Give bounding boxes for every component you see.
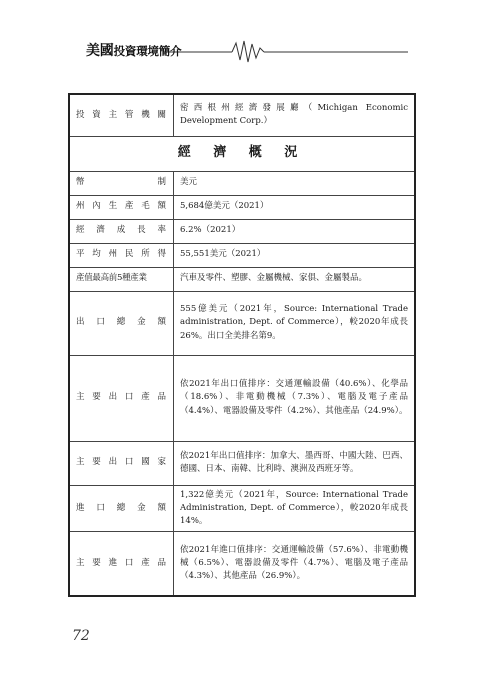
header-title-big: 美國	[86, 43, 114, 59]
header-title-small: 投資環境簡介	[113, 44, 182, 58]
table-row	[69, 355, 415, 441]
running-header	[86, 38, 408, 64]
page-number: 72	[72, 628, 90, 644]
row-value: 密西根州經濟發展廳（Michigan Economic Development Corp.）	[174, 94, 416, 136]
section-header-row	[69, 136, 415, 171]
table-row	[69, 243, 415, 267]
economic-overview-table	[68, 93, 416, 597]
row-value: 依2021年出口值排序：交通運輸設備（40.6%）、化學品（18.6%）、非電動機械（7.3%）、電腦及電子產品（4.4%）、電器設備及零件（4.2%）、其他產品（24.9%）。	[174, 355, 416, 441]
header-title	[86, 40, 181, 60]
table-row	[69, 267, 415, 291]
row-label: 產值最高前5種產業	[69, 267, 174, 291]
row-label: 投 資 主 管 機 關	[69, 94, 174, 136]
table-row	[69, 441, 415, 485]
row-value: 美元	[174, 171, 416, 195]
row-value: 6.2%（2021）	[174, 219, 416, 243]
table-row	[69, 532, 415, 596]
row-label: 進 口 總 金 額	[69, 485, 174, 532]
row-label: 平 均 州 民 所 得	[69, 243, 174, 267]
table-row	[69, 171, 415, 195]
row-value: 依2021年進口值排序：交通運輸設備（57.6%）、非電動機械（6.5%）、電器設備及零件（4.7%）、電腦及電子產品（4.3%）、其他產品（26.9%）。	[174, 532, 416, 596]
row-value: 1,322億美元（2021年，Source: International Trade Administration, Dept. of Commerce），較2020年成長14%。	[174, 485, 416, 532]
section-title: 經 濟 概 況	[69, 136, 415, 171]
table-row	[69, 195, 415, 219]
row-value: 依2021年出口值排序：加拿大、墨西哥、中國大陸、巴西、德國、日本、南韓、比利時、澳洲及西班牙等。	[174, 441, 416, 485]
row-value: 汽車及零件、塑膠、金屬機械、家俱、金屬製品。	[174, 267, 416, 291]
row-value: 555億美元（2021年，Source: International Trade administration, Dept. of Commerce），較2020年成長26%。出口全美排名第9。	[174, 291, 416, 355]
table-row	[69, 485, 415, 532]
row-label: 主 要 出 口 國 家	[69, 441, 174, 485]
table-row	[69, 291, 415, 355]
row-value: 5,684億美元（2021）	[174, 195, 416, 219]
row-label: 主 要 出 口 產 品	[69, 355, 174, 441]
row-label: 主 要 進 口 產 品	[69, 532, 174, 596]
row-label: 幣 制	[69, 171, 174, 195]
row-value: 55,551美元（2021）	[174, 243, 416, 267]
table-row-agency	[69, 94, 415, 136]
table-row	[69, 219, 415, 243]
row-label: 出 口 總 金 額	[69, 291, 174, 355]
row-label: 經 濟 成 長 率	[69, 219, 174, 243]
row-label: 州 內 生 產 毛 額	[69, 195, 174, 219]
